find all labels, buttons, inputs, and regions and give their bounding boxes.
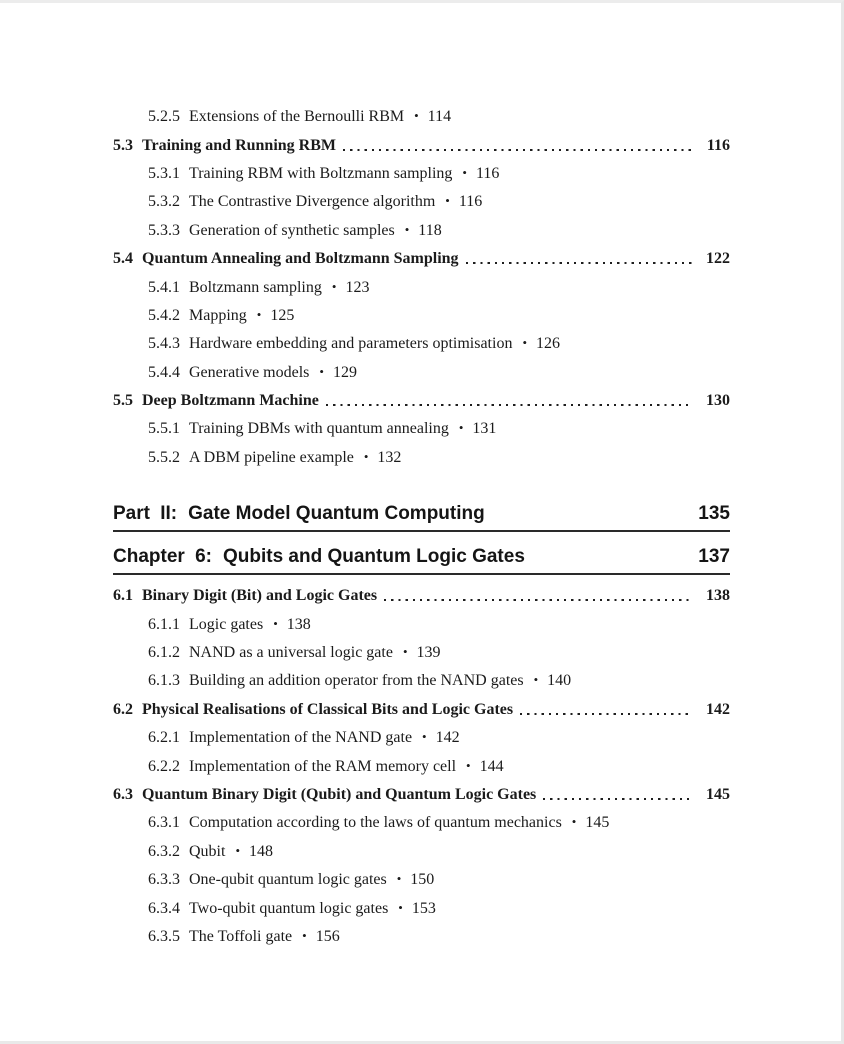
entry-page: 116 [475, 164, 500, 182]
part-title: Gate Model Quantum Computing [188, 503, 485, 525]
entry-title: The Toffoli gate [189, 927, 293, 945]
entry-page: 138 [706, 587, 730, 605]
chapter-title: Qubits and Quantum Logic Gates [222, 546, 525, 568]
bullet-separator: • [396, 871, 402, 887]
toc-entry-subsection [113, 752, 730, 780]
entry-page: 142 [435, 729, 460, 747]
toc-entry-subsection [113, 103, 730, 131]
entry-number: 5.5.1 [148, 420, 180, 438]
entry-number: 6.2 [113, 700, 133, 718]
entry-page: 123 [345, 278, 370, 296]
dot-leader [466, 262, 692, 264]
entry-title: Qubit [189, 842, 226, 860]
toc-entry-section [113, 387, 730, 415]
dot-leader [343, 149, 692, 151]
entry-number: 5.4.1 [148, 278, 180, 296]
bullet-separator: • [414, 108, 419, 124]
toc-entry-section [113, 781, 730, 809]
entry-title: Training and Running RBM [142, 136, 336, 154]
entry-page: 130 [706, 392, 730, 410]
bullet-separator: • [273, 615, 278, 631]
toc-entry-subsection [113, 667, 730, 695]
entry-number: 6.3.3 [148, 871, 180, 889]
entry-number: 5.5.2 [148, 448, 180, 466]
entry-title: Hardware embedding and parameters optimisation [189, 335, 513, 353]
entry-page: 126 [536, 335, 561, 353]
bullet-separator: • [363, 448, 369, 464]
toc-entry-section [113, 131, 730, 159]
entry-title: Binary Digit (Bit) and Logic Gates [142, 587, 378, 605]
entry-title: Training DBMs with quantum annealing [189, 420, 449, 438]
toc-entry-subsection [113, 359, 730, 387]
entry-page: 131 [472, 420, 497, 438]
entry-number: 6.1 [113, 587, 133, 605]
bullet-separator: • [533, 672, 539, 688]
entry-number: 6.2.1 [148, 729, 180, 747]
entry-number: 5.3 [113, 136, 133, 154]
bullet-separator: • [331, 278, 337, 294]
bullet-separator: • [422, 729, 427, 745]
entry-title: Generation of synthetic samples [189, 221, 395, 239]
part-heading [113, 503, 730, 532]
entry-title: Extensions of the Bernoulli RBM [189, 108, 405, 126]
entry-page: 150 [410, 871, 435, 889]
bullet-separator: • [571, 814, 577, 830]
entry-title: The Contrastive Divergence algorithm [189, 193, 436, 211]
toc-entry-subsection [113, 809, 730, 837]
entry-title: Implementation of the RAM memory cell [189, 757, 457, 775]
dot-leader [326, 404, 692, 406]
entry-title: Mapping [189, 306, 247, 324]
entry-number: 5.3.2 [148, 193, 180, 211]
entry-page: 138 [286, 615, 311, 633]
entry-page: 156 [315, 927, 340, 945]
entry-number: 5.3.1 [148, 164, 180, 182]
toc-entry-subsection [113, 330, 730, 358]
bullet-separator: • [462, 164, 467, 180]
entry-title: Training RBM with Boltzmann sampling [189, 164, 453, 182]
entry-title: Quantum Binary Digit (Qubit) and Quantum Logic Gates [142, 786, 537, 803]
entry-number: 5.4.2 [148, 306, 180, 324]
entry-page: 142 [706, 700, 730, 718]
bullet-separator: • [522, 335, 528, 351]
entry-page: 148 [249, 842, 274, 860]
entry-page: 139 [416, 644, 441, 662]
entry-title: Physical Realisations of Classical Bits and Logic Gates [142, 700, 514, 718]
entry-number: 6.1.2 [148, 644, 180, 662]
entry-number: 6.3.4 [148, 899, 180, 917]
entry-page: 129 [332, 363, 357, 381]
entry-number: 6.1.1 [148, 615, 180, 633]
entry-page: 153 [411, 899, 436, 917]
dot-leader [543, 798, 692, 800]
entry-page: 116 [458, 193, 483, 211]
bullet-separator: • [256, 306, 262, 322]
toc-entry-subsection [113, 415, 730, 443]
dot-leader [384, 599, 692, 601]
entry-number: 6.3.2 [148, 842, 180, 860]
entry-title: One-qubit quantum logic gates [189, 871, 387, 889]
entry-page: 122 [706, 250, 730, 268]
chapter-heading [113, 546, 730, 575]
entry-number: 5.2.5 [148, 108, 180, 126]
toc-entry-subsection [113, 444, 730, 472]
entry-number: 5.3.3 [148, 221, 180, 239]
entry-title: Deep Boltzmann Machine [142, 392, 319, 410]
part-label: Part II: [113, 503, 178, 525]
entry-number: 6.2.2 [148, 757, 180, 775]
entry-number: 6.3.5 [148, 927, 180, 945]
toc-entry-subsection [113, 188, 730, 216]
entry-title: Quantum Annealing and Boltzmann Sampling [142, 250, 459, 268]
entry-number: 5.4.3 [148, 335, 180, 353]
bullet-separator: • [445, 193, 450, 209]
entry-title: A DBM pipeline example [189, 448, 354, 466]
entry-page: 118 [418, 221, 442, 239]
toc-entry-section [113, 582, 730, 610]
bullet-separator: • [458, 420, 464, 436]
bullet-separator: • [398, 899, 403, 915]
entry-title: Logic gates [189, 615, 264, 633]
entry-number: 5.4.4 [148, 363, 180, 381]
entry-title: Generative models [189, 363, 310, 381]
toc-list [0, 3, 841, 951]
dot-leader [520, 713, 692, 715]
toc-entry-subsection [113, 838, 730, 866]
toc-entry-subsection [113, 724, 730, 752]
toc-entry-subsection [113, 610, 730, 638]
entry-number: 5.5 [113, 392, 133, 410]
bullet-separator: • [402, 644, 408, 660]
entry-title: Building an addition operator from the NAND gates [189, 672, 524, 690]
bullet-separator: • [404, 221, 410, 237]
entry-number: 6.1.3 [148, 672, 180, 690]
chapter-page: 137 [698, 546, 730, 568]
toc-entry-subsection [113, 866, 730, 894]
part-page: 135 [698, 503, 730, 525]
entry-number: 5.4 [113, 250, 133, 268]
toc-entry-subsection [113, 894, 730, 922]
chapter-label: Chapter 6: [113, 546, 212, 568]
toc-entry-subsection [113, 639, 730, 667]
toc-entry-subsection [113, 302, 730, 330]
entry-page: 132 [377, 448, 402, 466]
toc-entry-section [113, 696, 730, 724]
toc-entry-subsection [113, 160, 730, 188]
entry-title: Implementation of the NAND gate [189, 729, 413, 747]
entry-page: 145 [706, 786, 730, 803]
entry-number: 6.3 [113, 786, 133, 803]
entry-page: 116 [706, 136, 730, 154]
bullet-separator: • [302, 927, 307, 943]
entry-title: Boltzmann sampling [189, 278, 322, 296]
entry-title: Two-qubit quantum logic gates [189, 899, 389, 917]
entry-number: 6.3.1 [148, 814, 180, 832]
toc-entry-section [113, 245, 730, 273]
entry-page: 144 [479, 757, 504, 775]
toc-entry-subsection [113, 273, 730, 301]
entry-title: Computation according to the laws of quantum mechanics [189, 814, 562, 832]
entry-title: NAND as a universal logic gate [189, 644, 393, 662]
toc-entry-subsection [113, 217, 730, 245]
entry-page: 114 [427, 108, 452, 126]
bullet-separator: • [466, 757, 471, 773]
entry-page: 145 [585, 814, 610, 832]
bullet-separator: • [319, 363, 324, 379]
entry-page: 140 [547, 672, 572, 690]
toc-entry-subsection [113, 923, 730, 951]
entry-page: 125 [270, 306, 295, 324]
bullet-separator: • [235, 842, 241, 858]
